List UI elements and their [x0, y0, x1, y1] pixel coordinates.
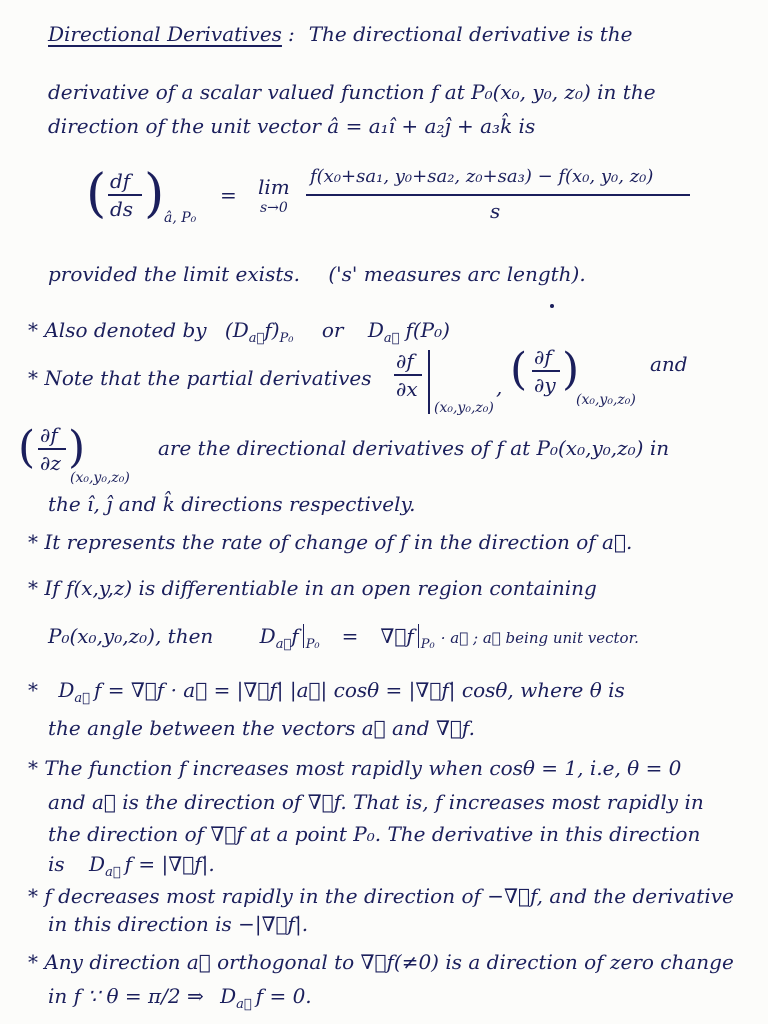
- df-dy-eval-point: (x₀,y₀,z₀): [576, 392, 636, 408]
- section-title: Directional Derivatives: [48, 22, 282, 46]
- partial-derivatives-line: * Note that the partial derivatives: [28, 366, 372, 390]
- limit-subscript: s→0: [260, 200, 288, 216]
- partial-comma: ,: [496, 375, 503, 399]
- decrease-line-2: in this direction is −|∇⃗f|.: [48, 912, 309, 936]
- lhs-numerator: df: [110, 169, 131, 193]
- dot-product-line-1: * $D_{a⃗}$ f = ∇⃗f · a⃗ = |∇⃗f| |a⃗| cosθ = |∇⃗f| cosθ, where θ is: [28, 678, 625, 706]
- df-dz-numerator: ∂f: [40, 423, 58, 447]
- orthogonal-line-2: in f ∵ θ = π/2 ⇒ $D_{a⃗}$ f = 0.: [48, 984, 312, 1012]
- dot-product-line-2: the angle between the vectors a⃗ and ∇⃗f.: [48, 716, 475, 740]
- rate-of-change-line: * It represents the rate of change of f in the direction of a⃗.: [28, 530, 633, 554]
- partial-line-2: are the directional derivatives of f at P₀(x₀,y₀,z₀) in: [158, 436, 670, 460]
- df-dx-denominator: ∂x: [396, 377, 418, 401]
- stray-dot: [550, 304, 554, 308]
- increase-line-1: * The function f increases most rapidly when cosθ = 1, i.e, θ = 0: [28, 756, 682, 780]
- partial-and: and: [650, 352, 688, 376]
- intro-line-2: derivative of a scalar valued function f at P₀(x₀, y₀, z₀) in the: [48, 80, 656, 104]
- intro-text-1: The directional derivative is the: [308, 22, 633, 46]
- increase-line-2: and a⃗ is the direction of ∇⃗f. That is, f increases most rapidly in: [48, 790, 704, 814]
- definition-formula: ( df ds ) â, P₀ = lim s→0 f(x₀+sa₁, y₀+sa₂, z₀+sa₃) − f(x₀, y₀, z₀) s: [80, 160, 720, 230]
- provided-text: provided the limit exists.: [48, 262, 300, 286]
- df-dy-denominator: ∂y: [534, 373, 556, 397]
- intro-line-3: direction of the unit vector â = a₁î + a₂ĵ + a₃k̂ is: [48, 114, 536, 138]
- rhs-denominator: s: [490, 199, 501, 223]
- increase-line-3: the direction of ∇⃗f at a point P₀. The derivative in this direction: [48, 822, 701, 846]
- limit-operator: lim: [258, 175, 290, 199]
- provided-line: [48, 262, 586, 286]
- alternate-notation: $D_{a⃗}$ f(P₀): [367, 318, 450, 346]
- orthogonal-line-1: * Any direction a⃗ orthogonal to ∇⃗f(≠0) is a direction of zero change: [28, 950, 734, 974]
- df-dz-eval-point: (x₀,y₀,z₀): [70, 470, 130, 486]
- df-dy-numerator: ∂f: [534, 345, 552, 369]
- intro-line-1: [48, 22, 632, 46]
- df-dx-eval-point: (x₀,y₀,z₀): [434, 400, 494, 416]
- denoted-expression: $(D_{a⃗}f)_{P_0}$: [224, 318, 294, 346]
- handwritten-notes-page: Directional Derivatives : The directional derivative is the derivative of a scalar valued function f at P₀(x₀, y₀, z₀) in the direction of the unit vector â = a₁î + a₂ĵ + a₃k̂ is ( df ds ) â, P₀ = lim s→0 f(x₀+sa₁, y₀+sa₂, z₀+sa₃) − f(x₀, y₀, z₀) s provided the limit exists. ('s' measures arc length). * Also denoted by $(D_{a⃗}f)_{P_0}$ or $D_{a⃗}$ f(P₀) * Note that the partial derivatives ∂f ∂x (x₀,y₀,z₀) , ( ∂f ∂y ) (x₀,y₀,z₀) and ( ∂f ∂z ) (x₀,y₀,z₀) are the directional derivatives of f at P₀(x₀,y₀,z₀) in the î, ĵ and k̂ directions respectively. * It represents the rate of change of f in the direction of a⃗. * If f(x,y,z) is differentiable in an open region containing P₀(x₀,y₀,z₀), then $D_{a⃗}f$ $_{P_0}$ = ∇⃗f $_{P_0}$ · a⃗ ; a⃗ being unit vector. * $D_{a⃗}$ f = ∇⃗f · a⃗ = |∇⃗f| |a⃗| cosθ = |∇⃗f| cosθ, where θ is the angle between the vectors a⃗ and ∇⃗f. * The function f increases most rapidly when cosθ = 1, i.e, θ = 0 and a⃗ is the direction of ∇⃗f. That is, f increases most rapidly in the direction of ∇⃗f at a point P₀. The derivative in this direction is $D_{a⃗}$ f = |∇⃗f|. * f decreases most rapidly in the direction of −∇⃗f, and the derivative in this direction is −|∇⃗f|. * Any direction a⃗ orthogonal to ∇⃗f(≠0) is a direction of zero change in f ∵ θ = π/2 ⇒ $D_{a⃗}$ f = 0.: [0, 0, 768, 1024]
- gradient-formula: $D_{a⃗}f$ $_{P_0}$ = ∇⃗f $_{P_0}$ · a⃗ ; a⃗ being unit vector.: [259, 624, 639, 652]
- differentiable-line-2: P₀(x₀,y₀,z₀), then $D_{a⃗}f$ $_{P_0}$ = ∇⃗f $_{P_0}$ · a⃗ ; a⃗ being unit vector.: [48, 624, 639, 652]
- increase-line-4: is $D_{a⃗}$ f = |∇⃗f|.: [48, 852, 215, 880]
- definition-equals: =: [220, 183, 237, 207]
- decrease-line-1: * f decreases most rapidly in the direction of −∇⃗f, and the derivative: [28, 884, 734, 908]
- title-colon: :: [287, 22, 295, 46]
- df-dx-numerator: ∂f: [396, 349, 414, 373]
- df-dz-denominator: ∂z: [40, 451, 61, 475]
- partial-line-3: the î, ĵ and k̂ directions respectively.: [48, 492, 416, 516]
- lhs-denominator: ds: [110, 197, 134, 221]
- lhs-subscript: â, P₀: [164, 210, 197, 226]
- rhs-numerator: f(x₀+sa₁, y₀+sa₂, z₀+sa₃) − f(x₀, y₀, z₀): [310, 166, 654, 187]
- arc-length-note: ('s' measures arc length).: [328, 262, 586, 286]
- differentiable-line-1: * If f(x,y,z) is differentiable in an open region containing: [28, 576, 597, 600]
- also-denoted-line: * Also denoted by $(D_{a⃗}f)_{P_0}$ or $D_{a⃗}$ f(P₀): [28, 318, 450, 346]
